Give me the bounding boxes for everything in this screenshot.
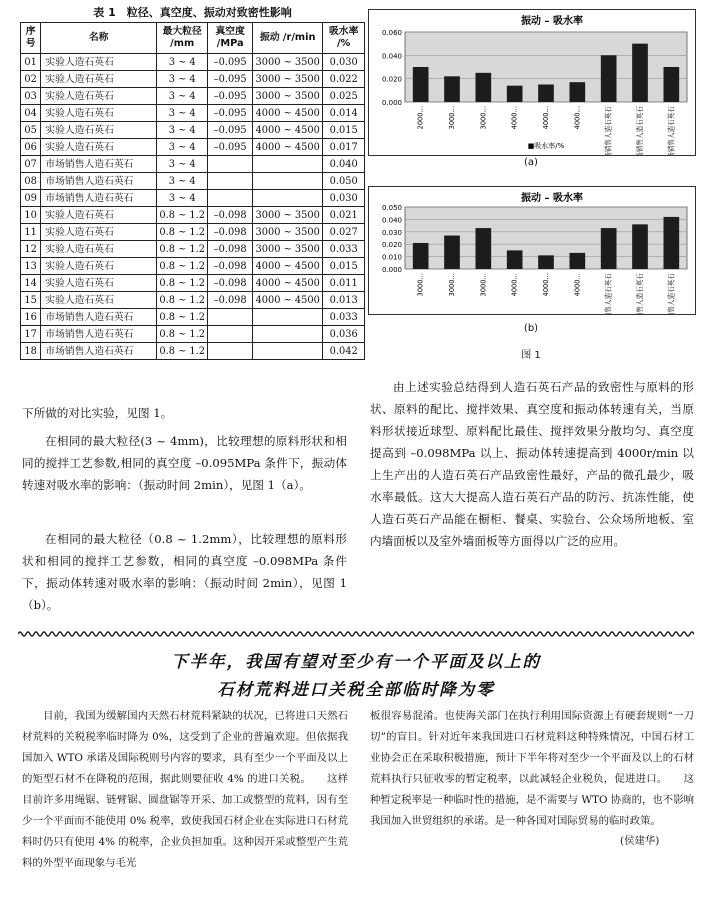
row-absorption: 0.036 <box>323 326 365 343</box>
table-row <box>21 224 365 241</box>
row-grain: 0.8 ~ 1.2 <box>157 207 208 224</box>
row-index: 15 <box>21 292 41 309</box>
table-row <box>21 88 365 105</box>
bar <box>601 55 617 102</box>
bar <box>664 217 680 269</box>
row-index: 06 <box>21 139 41 156</box>
row-name: 实验人造石英石 <box>41 207 157 224</box>
bar <box>444 76 460 102</box>
y-tick-label: 0.000 <box>381 99 402 107</box>
table-row <box>21 258 365 275</box>
y-tick-label: 0.040 <box>381 52 402 61</box>
table-row <box>21 71 365 88</box>
row-index: 05 <box>21 122 41 139</box>
x-tick-label: 4000… <box>573 273 582 297</box>
row-grain: 3 ~ 4 <box>157 139 208 156</box>
chart-a <box>369 10 695 155</box>
row-vacuum: –0.095 <box>208 54 253 71</box>
news-right-column: 板很容易混淆。也使海关部门在执行利用国际资源上有硬套规则“一刀切”的盲目。针对近年来我国进口石材荒料这种特殊情况，中国石材工业协会正在采取积极措施，预计下半年将对至少一个平面及以上的石材荒料执行只征收零的暂定税率，以此减轻企业税负，促进进口。 这种暂定税率是一种临时性的措施，是不需要与 WTO 协商的，也不影响我国加入世贸组织的承诺。是一种各国对国际贸易的临时政策。 <box>370 710 694 827</box>
header-index: 序号 <box>21 23 41 54</box>
row-absorption: 0.033 <box>323 241 365 258</box>
news-title-line1: 下半年，我国有望对至少有一个平面及以上的 <box>171 652 541 671</box>
bar <box>507 250 523 269</box>
x-tick-label: 3000… <box>479 273 488 297</box>
row-vibration: 3000 ~ 3500 <box>253 241 323 258</box>
row-index: 10 <box>21 207 41 224</box>
row-vibration <box>253 173 323 190</box>
row-vacuum <box>208 309 253 326</box>
left-text-p0: 下所做的对比实验，见图 1。 <box>22 406 173 420</box>
row-index: 01 <box>21 54 41 71</box>
row-name: 实验人造石英石 <box>41 71 157 88</box>
row-vacuum <box>208 326 253 343</box>
x-tick-label: 市场销售人造石英石 <box>636 106 644 155</box>
left-text-p2: 在相同的最大粒径（0.8 ~ 1.2mm），比较理想的原料形状和相同的搅拌工艺参数，相同的真空度 –0.098MPa 条件下，振动体转速对吸水率的影响：（振动时间 2min），见图 1（b）。 <box>22 532 347 612</box>
x-tick-label: 4000… <box>510 106 519 130</box>
y-tick-label: 0.060 <box>381 29 402 37</box>
row-index: 12 <box>21 241 41 258</box>
row-vacuum: –0.098 <box>208 207 253 224</box>
header-name: 名称 <box>41 23 157 54</box>
bar <box>413 67 429 102</box>
row-vibration: 3000 ~ 3500 <box>253 88 323 105</box>
row-vacuum: –0.095 <box>208 139 253 156</box>
row-absorption: 0.030 <box>323 54 365 71</box>
table-row <box>21 292 365 309</box>
x-tick-label: 4000… <box>573 106 582 130</box>
header-vacuum: 真空度 /MPa <box>208 23 253 54</box>
x-tick-label: 4000… <box>510 273 519 297</box>
x-tick-label: 市场销售人造石英石 <box>667 106 676 155</box>
bar <box>476 228 492 269</box>
x-tick-label: 2000… <box>416 106 425 130</box>
row-name: 市场销售人造石英石 <box>41 309 157 326</box>
row-vacuum: –0.095 <box>208 122 253 139</box>
chart-a-frame <box>368 9 696 156</box>
row-name: 市场销售人造石英石 <box>41 326 157 343</box>
row-vacuum <box>208 190 253 207</box>
row-vacuum: –0.095 <box>208 88 253 105</box>
right-text-p1: 由上述实验总结得到人造石英石产品的致密性与原料的形状、原料的配比、搅拌效果、真空度和振动体转速有关，当原料形状接近球型、原料配比最佳、搅拌效果分散均匀、真空度提高到 –0.098MPa 以上、振动体转速提高到 4000r/min 以上生产出的人造石英石产品致密性最好，产品的微孔最少，吸水率最低。这大大提高人造石英石产品的防污、抗冻性能，使人造石英石产品能在橱柜、餐桌、实验台、公众场所地板、室内墙面板以及室外墙面板等方面得以广泛的应用。 <box>370 380 694 548</box>
bar <box>570 82 586 102</box>
chart-a-caption: (a) <box>524 157 538 168</box>
row-vacuum: –0.098 <box>208 292 253 309</box>
chart-b <box>369 187 695 314</box>
table-row <box>21 139 365 156</box>
row-absorption: 0.027 <box>323 224 365 241</box>
row-vacuum <box>208 173 253 190</box>
row-index: 13 <box>21 258 41 275</box>
bar <box>632 44 648 102</box>
row-absorption: 0.021 <box>323 207 365 224</box>
y-tick-label: 0.010 <box>381 253 402 262</box>
row-vibration: 3000 ~ 3500 <box>253 224 323 241</box>
news-left-column: 目前，我国为缓解国内天然石材荒料紧缺的状况，已将进口天然石材荒料的关税税率临时降为 0%，这受到了企业的普遍欢迎。但依据我国加入 WTO 承诺及国际税则号内容的要求，具有至少一个平面及以上的矩型石材不在降税的范围，据此则要征收 4% 的进口关税。 这样目前许多用绳锯、链臂锯、圆盘锯等开采、加工或整型的荒料，因有至少一个平面而不能使用 0% 税率，致使我国石材企业在实际进口石材荒料时仍只有使用 4% 的税率，企业负担加重。这种因开采或整型产生荒料的外型平面现象与毛光 <box>22 710 348 869</box>
table-row <box>21 173 365 190</box>
x-tick-label: 4000… <box>542 106 550 130</box>
row-name: 实验人造石英石 <box>41 139 157 156</box>
chart-title: 振动 – 吸水率 <box>521 16 583 27</box>
row-grain: 0.8 ~ 1.2 <box>157 343 208 360</box>
row-index: 16 <box>21 309 41 326</box>
header-grain: 最大粒径 /mm <box>157 23 208 54</box>
row-index: 03 <box>21 88 41 105</box>
x-tick-label: 3000… <box>448 273 456 297</box>
row-name: 实验人造石英石 <box>41 54 157 71</box>
y-tick-label: 0.050 <box>381 204 402 212</box>
row-name: 实验人造石英石 <box>41 275 157 292</box>
bar <box>476 73 492 102</box>
row-vibration <box>253 190 323 207</box>
table-row <box>21 326 365 343</box>
bar <box>538 255 554 269</box>
bar <box>570 253 586 269</box>
row-name: 实验人造石英石 <box>41 292 157 309</box>
row-grain: 0.8 ~ 1.2 <box>157 241 208 258</box>
row-vibration: 4000 ~ 4500 <box>253 258 323 275</box>
table-row <box>21 190 365 207</box>
table-row <box>21 54 365 71</box>
left-text-p1: 在相同的最大粒径(3 ~ 4mm)，比较理想的原料形状和相同的搅拌工艺参数,相同的真空度 –0.095MPa 条件下，振动体转速对吸水率的影响：（振动时间 2min），见图 1（a）。 <box>22 434 347 492</box>
x-tick-label: 市场销售人造石英石 <box>636 273 644 314</box>
row-name: 实验人造石英石 <box>41 105 157 122</box>
row-vibration <box>253 326 323 343</box>
x-tick-label: 3000… <box>448 106 456 130</box>
row-vibration: 4000 ~ 4500 <box>253 139 323 156</box>
row-grain: 0.8 ~ 1.2 <box>157 258 208 275</box>
row-vacuum <box>208 156 253 173</box>
row-absorption: 0.033 <box>323 309 365 326</box>
table-header-row <box>21 23 365 54</box>
table-row <box>21 275 365 292</box>
row-name: 实验人造石英石 <box>41 258 157 275</box>
row-absorption: 0.050 <box>323 173 365 190</box>
row-grain: 3 ~ 4 <box>157 173 208 190</box>
row-absorption: 0.011 <box>323 275 365 292</box>
row-index: 17 <box>21 326 41 343</box>
row-grain: 0.8 ~ 1.2 <box>157 224 208 241</box>
row-index: 04 <box>21 105 41 122</box>
table-row <box>21 309 365 326</box>
x-tick-label: 市场销售人造石英石 <box>667 273 676 314</box>
table-caption: 表 1 粒径、真空度、振动对致密性影响 <box>93 6 292 19</box>
y-tick-label: 0.000 <box>381 266 402 274</box>
row-name: 市场销售人造石英石 <box>41 156 157 173</box>
row-name: 市场销售人造石英石 <box>41 190 157 207</box>
data-table <box>20 22 365 360</box>
row-vibration: 3000 ~ 3500 <box>253 54 323 71</box>
row-index: 02 <box>21 71 41 88</box>
row-absorption: 0.042 <box>323 343 365 360</box>
row-absorption: 0.040 <box>323 156 365 173</box>
bar <box>444 236 460 269</box>
news-title-line2: 石材荒料进口关税全部临时降为零 <box>217 680 495 699</box>
row-index: 11 <box>21 224 41 241</box>
row-grain: 3 ~ 4 <box>157 122 208 139</box>
row-grain: 3 ~ 4 <box>157 190 208 207</box>
row-vacuum: –0.098 <box>208 258 253 275</box>
bar <box>413 243 429 269</box>
y-tick-label: 0.040 <box>381 216 402 225</box>
row-vibration <box>253 156 323 173</box>
y-tick-label: 0.020 <box>381 241 402 250</box>
header-absorption: 吸水率 /% <box>323 23 365 54</box>
table-row <box>21 122 365 139</box>
row-vacuum: –0.098 <box>208 241 253 258</box>
row-index: 07 <box>21 156 41 173</box>
x-tick-label: 市场销售人造石英石 <box>604 106 613 155</box>
row-name: 实验人造石英石 <box>41 241 157 258</box>
row-absorption: 0.015 <box>323 258 365 275</box>
news-author: (侯建华) <box>620 835 660 847</box>
x-tick-label: 市场销售人造石英石 <box>604 273 613 314</box>
row-vibration: 4000 ~ 4500 <box>253 105 323 122</box>
row-vibration: 4000 ~ 4500 <box>253 122 323 139</box>
row-grain: 0.8 ~ 1.2 <box>157 309 208 326</box>
row-absorption: 0.025 <box>323 88 365 105</box>
table-row <box>21 241 365 258</box>
row-vibration: 4000 ~ 4500 <box>253 275 323 292</box>
row-absorption: 0.014 <box>323 105 365 122</box>
row-vacuum: –0.098 <box>208 275 253 292</box>
row-vibration: 4000 ~ 4500 <box>253 292 323 309</box>
row-index: 14 <box>21 275 41 292</box>
row-index: 09 <box>21 190 41 207</box>
y-tick-label: 0.020 <box>381 75 402 84</box>
row-vacuum <box>208 343 253 360</box>
row-absorption: 0.030 <box>323 190 365 207</box>
row-grain: 3 ~ 4 <box>157 54 208 71</box>
table-row <box>21 156 365 173</box>
row-name: 市场销售人造石英石 <box>41 343 157 360</box>
figure-label: 图 1 <box>521 350 541 361</box>
row-grain: 0.8 ~ 1.2 <box>157 292 208 309</box>
legend-entry: ■吸水率/% <box>527 142 565 150</box>
row-vacuum: –0.095 <box>208 71 253 88</box>
row-grain: 3 ~ 4 <box>157 88 208 105</box>
row-index: 08 <box>21 173 41 190</box>
wavy-divider <box>18 630 694 638</box>
row-grain: 3 ~ 4 <box>157 71 208 88</box>
row-grain: 3 ~ 4 <box>157 156 208 173</box>
row-vibration: 3000 ~ 3500 <box>253 71 323 88</box>
bar <box>664 67 680 102</box>
chart-b-caption: (b) <box>523 323 539 334</box>
row-absorption: 0.017 <box>323 139 365 156</box>
row-vacuum: –0.095 <box>208 105 253 122</box>
row-grain: 3 ~ 4 <box>157 105 208 122</box>
row-absorption: 0.013 <box>323 292 365 309</box>
row-name: 实验人造石英石 <box>41 88 157 105</box>
y-tick-label: 0.030 <box>381 228 402 237</box>
row-vacuum: –0.098 <box>208 224 253 241</box>
bar <box>538 85 554 103</box>
row-index: 18 <box>21 343 41 360</box>
row-name: 市场销售人造石英石 <box>41 173 157 190</box>
table-row <box>21 343 365 360</box>
x-tick-label: 3000… <box>479 106 488 130</box>
row-name: 实验人造石英石 <box>41 224 157 241</box>
table-row <box>21 105 365 122</box>
x-tick-label: 4000… <box>542 273 550 297</box>
chart-title: 振动 – 吸水率 <box>521 193 583 204</box>
table-row <box>21 207 365 224</box>
row-grain: 0.8 ~ 1.2 <box>157 275 208 292</box>
bar <box>632 224 648 269</box>
row-vibration <box>253 309 323 326</box>
row-grain: 0.8 ~ 1.2 <box>157 326 208 343</box>
chart-b-frame <box>368 186 696 315</box>
row-absorption: 0.022 <box>323 71 365 88</box>
x-tick-label: 3000… <box>416 273 425 297</box>
bar <box>601 228 617 269</box>
bar <box>507 86 523 102</box>
row-vibration <box>253 343 323 360</box>
header-vibration: 振动 /r/min <box>253 23 323 54</box>
row-vibration: 3000 ~ 3500 <box>253 207 323 224</box>
row-absorption: 0.015 <box>323 122 365 139</box>
row-name: 实验人造石英石 <box>41 122 157 139</box>
